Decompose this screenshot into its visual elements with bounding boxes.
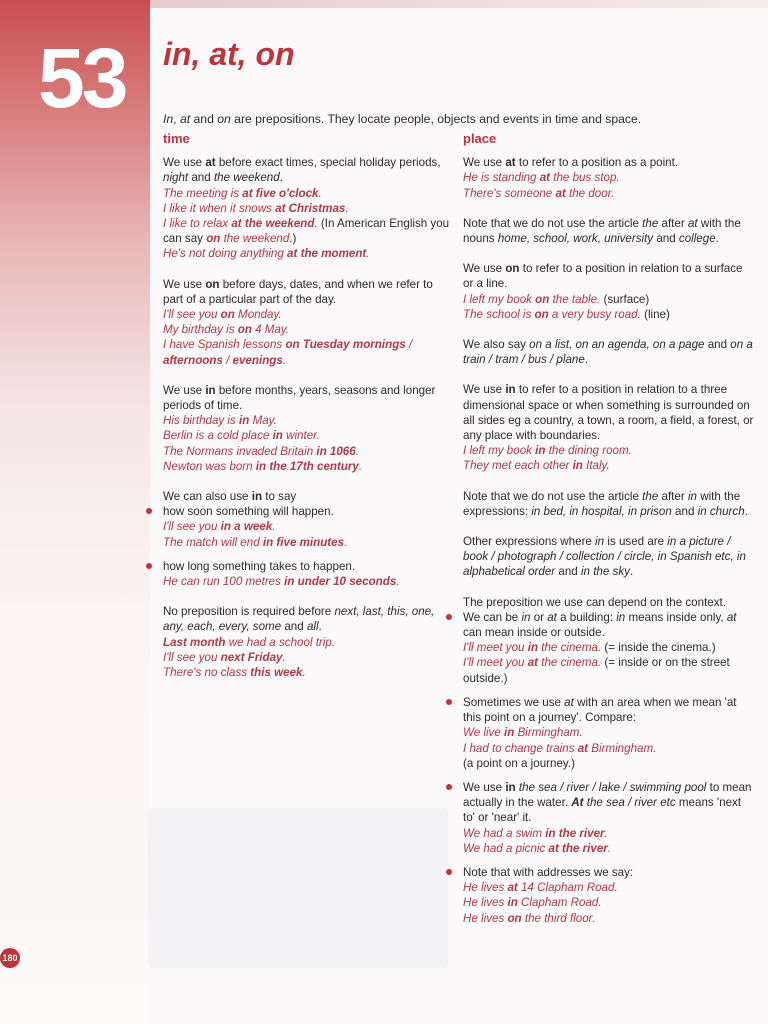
text-run: on Tuesday mornings (285, 338, 406, 352)
text-run: . (629, 565, 634, 579)
text-run: on (534, 307, 549, 321)
text-run: at Christmas (275, 201, 346, 215)
text-run: in the river (545, 826, 605, 840)
text-run: afternoons (163, 353, 223, 367)
text-run: I like it when it snows (163, 201, 276, 215)
text-run: . (279, 171, 283, 185)
text-run: I'll see you (163, 650, 221, 664)
content-block (163, 489, 453, 589)
text-run: after (658, 216, 688, 230)
text-run: at the river (548, 841, 608, 855)
text-run: the weekend (213, 171, 280, 185)
bullet-dot-icon (446, 869, 452, 875)
rule-text (463, 382, 755, 443)
bullet-dot-icon (446, 784, 452, 790)
text-run: I'll meet you (463, 641, 528, 655)
bullet-example (463, 895, 755, 910)
bullet-point (163, 504, 453, 519)
rule-text (463, 534, 755, 580)
text-run: They met each other (463, 459, 573, 473)
text-run: the sea / river / lake / swimming pool (515, 780, 707, 794)
text-run: before months, years, seasons and longer periods of time. (163, 383, 436, 413)
text-run: in (505, 780, 516, 794)
text-run: on a list, on an agenda, on a page (529, 338, 705, 352)
text-run: before days, dates, and when we refer to part of a particular part of the day. (163, 277, 433, 306)
text-run: He can run 100 metres (163, 575, 285, 589)
text-run: I had to change trains (463, 741, 578, 755)
text-run: in (572, 459, 583, 473)
text-run: . (715, 232, 719, 246)
text-run: Monday. (234, 308, 282, 322)
text-run: We use (463, 262, 506, 276)
rule-text (163, 277, 453, 307)
text-run: next, last, this, one, any, each, every, some (163, 605, 435, 634)
text-run: . (584, 353, 589, 367)
text-run: . (358, 459, 363, 473)
rule-text (463, 155, 755, 170)
text-run: at the moment (287, 247, 367, 261)
text-run: The Normans invaded Britain (163, 444, 317, 458)
bullet-point (463, 865, 755, 880)
text-run: The match will end (163, 535, 263, 549)
text-run: in (616, 610, 626, 624)
text-run: in (251, 490, 263, 504)
text-run: night (163, 171, 189, 185)
spacer (463, 771, 755, 780)
text-run: at (577, 741, 589, 755)
text-run: Clapham Road. (517, 896, 602, 910)
bullet-example (163, 574, 453, 589)
rule-text (163, 383, 453, 413)
text-run: after (658, 489, 688, 503)
text-run: We use (463, 383, 506, 397)
text-run: at (507, 881, 518, 895)
bullet-example (463, 880, 755, 895)
text-run: We can also use (163, 490, 252, 504)
text-run: . (344, 535, 348, 549)
example-sentence (463, 186, 755, 201)
text-run: Birmingham. (514, 726, 583, 740)
text-run: We can be (463, 610, 522, 624)
example-sentence (163, 650, 453, 665)
text-run: on (505, 262, 520, 276)
text-run: at (687, 216, 698, 230)
bullet-example (163, 519, 453, 534)
example-sentence (163, 444, 453, 459)
text-run: in (521, 610, 531, 624)
example-sentence (163, 635, 453, 650)
text-run: We use (163, 156, 206, 170)
unit-intro (163, 111, 723, 127)
text-run: in a picture / book / photograph / collection / circle, in Spanish etc, in alphabetical order (463, 535, 746, 579)
text-run: in (504, 726, 515, 740)
text-run: There's no class (163, 666, 251, 680)
text-run: . (607, 841, 612, 855)
example-sentence (163, 201, 453, 216)
example-sentence (463, 170, 755, 185)
text-run: on (206, 232, 221, 246)
example-sentence (163, 216, 453, 246)
time-blocks (163, 155, 453, 680)
example-sentence (463, 292, 755, 307)
content-block (463, 216, 755, 246)
text-run: in (535, 444, 546, 458)
text-run: . (366, 247, 370, 261)
text-run: / (405, 338, 413, 352)
text-run: the dining room. (545, 444, 632, 458)
text-run: I left my book (463, 444, 536, 458)
text-run: winter. (282, 429, 320, 443)
text-run: and (190, 112, 218, 127)
text-run: I'll see you (163, 520, 221, 534)
text-run: We had a swim (463, 826, 546, 840)
text-run: means 'next to' or 'near' it. (463, 796, 742, 825)
example-sentence (163, 246, 453, 261)
text-run: Last month (163, 635, 226, 649)
spacer (463, 686, 755, 695)
text-run: My birthday is (163, 323, 238, 337)
text-run: We had a picnic (463, 841, 549, 855)
text-run: we had a school trip. (225, 635, 336, 649)
text-run: . (604, 826, 608, 840)
time-column (163, 131, 453, 695)
text-run: at (547, 610, 557, 624)
text-run: in the sky (580, 565, 630, 579)
text-run: at (505, 156, 516, 170)
bullet-dot-icon (446, 614, 452, 620)
bullet-example (463, 725, 755, 740)
text-run: how long something takes to happen. (163, 559, 356, 573)
text-run: in bed, in hospital, in prison (531, 504, 672, 518)
bullet-point (463, 610, 755, 640)
text-run: We also say (463, 338, 530, 352)
text-run: at (555, 186, 566, 200)
text-run: . (744, 504, 748, 518)
example-sentence (163, 322, 453, 337)
text-run: He lives (463, 896, 508, 910)
example-sentence (163, 307, 453, 322)
text-run: in under 10 seconds (284, 575, 397, 589)
content-block (163, 277, 453, 368)
text-run: Note that we do not use the article (463, 216, 643, 230)
text-run: We use (463, 780, 506, 794)
rule-text (163, 489, 453, 504)
text-run: (line) (644, 307, 670, 321)
text-run: (a point on a journey.) (463, 756, 575, 770)
text-run: Birmingham. (588, 741, 657, 755)
example-sentence (163, 186, 453, 201)
text-run: , (173, 112, 180, 127)
text-run: the bus stop. (550, 171, 620, 185)
text-run: . (272, 520, 276, 534)
text-run: in (239, 414, 250, 428)
rule-text (163, 604, 453, 634)
text-run: can mean inside or outside. (463, 626, 605, 640)
text-run: I left my book (463, 292, 536, 306)
text-run: We use (163, 277, 206, 291)
example-sentence (163, 337, 453, 367)
text-run: college (678, 232, 716, 246)
text-run: We use (463, 156, 506, 170)
text-run: in church (697, 504, 745, 518)
text-run: on (507, 911, 522, 925)
text-run: He is standing (463, 171, 540, 185)
rule-text (163, 155, 453, 185)
text-run: and (188, 171, 214, 185)
decorative-top-strip (150, 0, 768, 8)
text-run: at (179, 112, 191, 127)
text-run: on (220, 308, 235, 322)
text-run: (surface) (603, 292, 650, 306)
text-run: (In American English you can say (163, 217, 450, 246)
text-run: on (237, 323, 252, 337)
text-run: in (527, 641, 539, 655)
rule-text (463, 489, 755, 519)
text-run: the (642, 489, 659, 503)
text-run: the cinema. (538, 641, 605, 655)
text-run: . (318, 620, 322, 634)
time-heading: time (163, 131, 190, 146)
text-run: in (205, 383, 216, 397)
text-run: the cinema. (538, 656, 605, 670)
text-run: He lives (463, 911, 508, 925)
text-run: next Friday (220, 650, 283, 664)
example-sentence (163, 665, 453, 680)
text-run: on a train / tram / bus / plane (463, 338, 753, 367)
text-run: the (642, 216, 659, 230)
bullet-example (463, 655, 755, 685)
content-block (463, 595, 755, 926)
faded-background-panel (148, 808, 448, 968)
text-run: the sea / river etc (583, 796, 676, 810)
text-run: with the nouns (463, 216, 741, 246)
text-run: At (571, 796, 584, 810)
content-block (463, 382, 755, 473)
unit-number: 53 (38, 31, 126, 125)
text-run: at (726, 610, 737, 624)
text-run: the table. (549, 292, 604, 306)
text-run: to say (262, 490, 297, 504)
text-run: Italy. (582, 459, 610, 473)
text-run: and (671, 504, 698, 518)
text-run: His birthday is (163, 414, 240, 428)
text-run: (= inside the cinema.) (604, 641, 716, 655)
bullet-dot-icon (146, 508, 152, 514)
bullet-dot-icon (446, 699, 452, 705)
content-block (163, 383, 453, 474)
bullet-point (463, 695, 755, 725)
example-sentence (463, 307, 755, 322)
text-run: . (355, 444, 359, 458)
text-run: in the 17th century (255, 459, 359, 473)
text-run: in (505, 383, 516, 397)
text-run: . (302, 666, 306, 680)
text-run: at (539, 171, 551, 185)
text-run: on (535, 292, 550, 306)
example-sentence (163, 459, 453, 474)
text-run: Note that with addresses we say: (463, 865, 634, 879)
text-run: at (205, 156, 216, 170)
text-run: He lives (463, 881, 508, 895)
example-sentence (463, 443, 755, 458)
text-run: this week (250, 666, 303, 680)
text-run: before exact times, special holiday periods, (215, 156, 441, 170)
text-run: We use (163, 383, 206, 397)
bullet-point (163, 559, 453, 574)
text-run: / (222, 353, 233, 367)
text-run: . (314, 217, 321, 231)
text-run: . (318, 186, 322, 200)
text-run: Berlin is a cold place (163, 429, 273, 443)
text-run: We live (463, 726, 505, 740)
text-run: in a week (220, 520, 273, 534)
rule-text (463, 595, 755, 610)
text-run: There's someone (463, 186, 556, 200)
text-run: I have Spanish lessons (163, 338, 286, 352)
rule-text (463, 216, 755, 246)
text-run: I'll see you (163, 308, 221, 322)
text-run: Other expressions where (463, 535, 596, 549)
text-run: on (205, 277, 220, 291)
text-run: . (345, 201, 349, 215)
content-block (463, 155, 755, 201)
place-column (463, 131, 755, 941)
text-run: how soon something will happen. (163, 505, 334, 519)
bullet-example (463, 841, 755, 856)
content-block (163, 604, 453, 680)
text-run: .) (289, 232, 297, 246)
text-run: and (653, 232, 679, 246)
example-sentence (163, 428, 453, 443)
text-run: are prepositions. They locate people, objects and events in time and space. (230, 112, 642, 127)
content-block (463, 261, 755, 322)
text-run: the door. (565, 186, 615, 200)
text-run: is used are (604, 535, 668, 549)
bullet-example (463, 756, 755, 771)
text-run: No preposition is required before (163, 605, 335, 619)
text-run: He's not doing anything (163, 247, 288, 261)
text-run: in (272, 429, 283, 443)
place-heading: place (463, 131, 497, 146)
text-run: the weekend (220, 232, 290, 246)
text-run: and (555, 565, 581, 579)
text-run: I like to relax (163, 217, 232, 231)
text-run: In (163, 112, 174, 127)
text-run: to refer to a position in relation to a surface or a line. (463, 262, 743, 291)
text-run: the third floor. (521, 911, 596, 925)
example-sentence (463, 458, 755, 473)
bullet-example (463, 826, 755, 841)
text-run: in (687, 489, 697, 503)
text-run: to mean actually in the water. (463, 780, 752, 810)
content-block (463, 337, 755, 367)
example-sentence (163, 413, 453, 428)
text-run: . (282, 650, 286, 664)
text-run: in five minutes (262, 535, 345, 549)
text-run: 14 Clapham Road. (517, 881, 618, 895)
text-run: with the expressions: (463, 489, 741, 518)
text-run: or (530, 610, 548, 624)
text-run: and (281, 620, 307, 634)
bullet-example (463, 911, 755, 926)
text-run: The school is (463, 307, 535, 321)
content-block (463, 534, 755, 580)
text-run: May. (249, 414, 277, 428)
text-run: all (306, 620, 319, 634)
text-run: 4 May. (251, 323, 290, 337)
text-run: . (282, 353, 287, 367)
text-run: at (564, 695, 574, 709)
text-run: Note that we do not use the article (463, 489, 643, 503)
bullet-example (463, 640, 755, 655)
text-run: home, school, work, university (497, 232, 654, 246)
text-run: in (507, 896, 518, 910)
text-run: The preposition we use can depend on the context. (463, 595, 726, 609)
bullet-dot-icon (146, 563, 152, 569)
text-run: to refer to a position as a point. (515, 156, 679, 170)
text-run: with an area when we mean 'at this point on a journey'. Compare: (463, 695, 737, 725)
rule-text (463, 337, 755, 367)
text-run: to refer to a position in relation to a three dimensional space or when something is surrounded on all sides eg a country, a town, a room, a field, a forest, or any place with boundaries. (463, 383, 754, 443)
text-run: and (704, 338, 731, 352)
bullet-example (463, 741, 755, 756)
text-run: . (396, 575, 400, 589)
text-run: (= inside or on the street outside.) (463, 656, 730, 685)
text-run: I'll meet you (463, 656, 528, 670)
text-run: means inside only, (625, 610, 727, 624)
text-run: evenings (232, 353, 283, 367)
spacer (163, 550, 453, 559)
text-run: The meeting is (163, 186, 243, 200)
content-block (463, 489, 755, 519)
text-run: a very busy road. (548, 307, 645, 321)
text-run: in (595, 535, 605, 549)
text-run: at (527, 656, 539, 670)
text-run: Newton was born (163, 459, 256, 473)
text-run: in 1066 (316, 444, 356, 458)
bullet-example (163, 535, 453, 550)
text-run: on (217, 112, 231, 127)
place-blocks (463, 155, 755, 926)
decorative-side-band (0, 0, 150, 1024)
page-number-badge: 180 (0, 948, 20, 968)
content-block (163, 155, 453, 261)
text-run: Sometimes we use (463, 695, 565, 709)
text-run: at the weekend (231, 217, 315, 231)
rule-text (463, 261, 755, 291)
spacer (463, 856, 755, 865)
unit-title: in, at, on (163, 36, 295, 72)
bullet-point (463, 780, 755, 826)
text-run: at five o'clock (242, 186, 319, 200)
text-run: a building: (556, 610, 617, 624)
